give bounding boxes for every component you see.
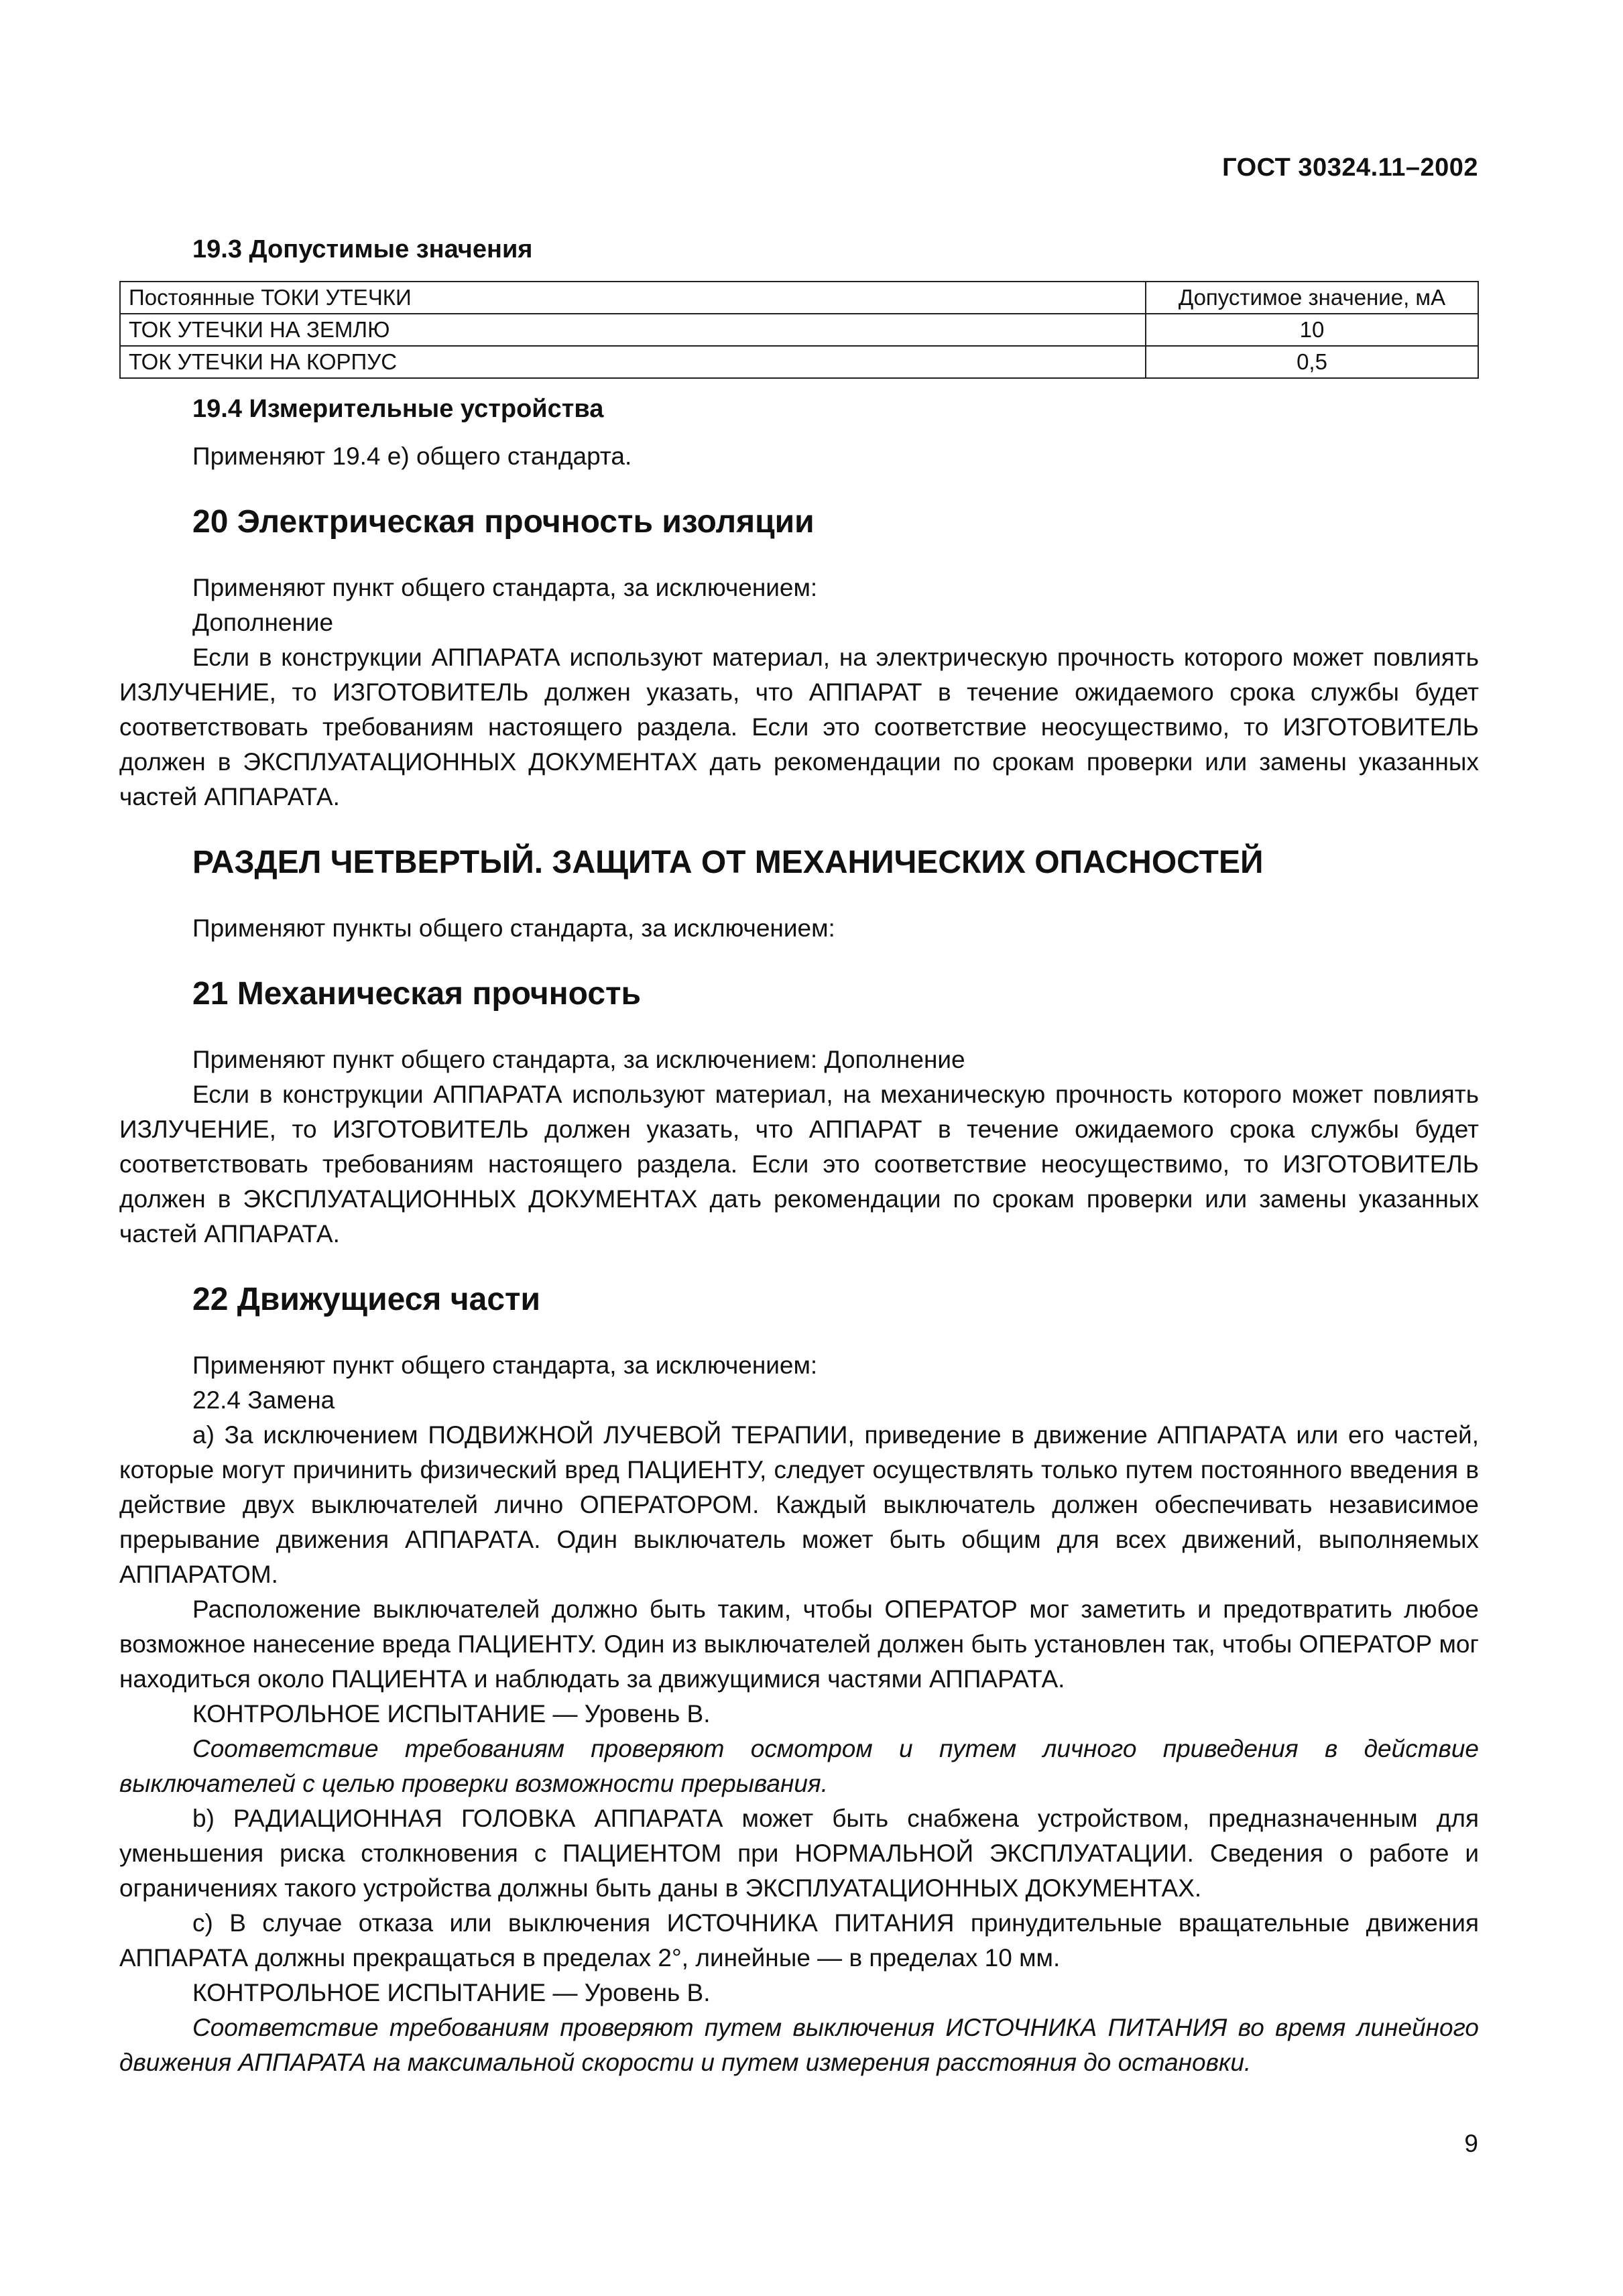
paragraph: КОНТРОЛЬНОЕ ИСПЫТАНИЕ — Уровень В. [192, 1979, 711, 2006]
leakage-current-table [119, 281, 1479, 379]
table-row [120, 346, 1478, 378]
section-21-title: 21 Механическая прочность [192, 976, 642, 1012]
document-code: ГОСТ 30324.11–2002 [1222, 154, 1478, 182]
paragraph: Соответствие требованиям проверяют осмотром и путем личного приведения в действие выключателей с целью проверки возможности прерывания. [119, 1735, 1479, 1797]
page-number: 9 [1464, 2130, 1478, 2157]
paragraph: Расположение выключателей должно быть таким, чтобы ОПЕРАТОР мог заметить и предотвратить любое возможное нанесение вреда ПАЦИЕНТУ. Один из выключателей должен быть установлен так, чтобы ОПЕРАТОР мог находиться около ПАЦИЕНТА и наблюдать за движущимися частями АППАРАТА. [119, 1595, 1479, 1693]
paragraph: 22.4 Замена [192, 1386, 335, 1414]
table-cell: ТОК УТЕЧКИ НА ЗЕМЛЮ [120, 314, 1146, 346]
page-content [119, 232, 1479, 2080]
paragraph: Применяют пункт общего стандарта, за исключением: [192, 1351, 818, 1379]
paragraph: с) В случае отказа или выключения ИСТОЧНИКА ПИТАНИЯ принудительные вращательные движения АППАРАТА должны прекращаться в пределах 2°, линейные — в пределах 10 мм. [119, 1909, 1479, 1972]
paragraph: Применяют 19.4 е) общего стандарта. [192, 442, 632, 470]
table-cell: 10 [1146, 314, 1478, 346]
table-header-cell: Постоянные ТОКИ УТЕЧКИ [120, 282, 1146, 314]
table-cell: 0,5 [1146, 346, 1478, 378]
section-19-3-title: 19.3 Допустимые значения [192, 235, 533, 263]
paragraph: Дополнение [192, 609, 334, 636]
paragraph: b) РАДИАЦИОННАЯ ГОЛОВКА АППАРАТА может быть снабжена устройством, предназначенным для уменьшения риска столкновения с ПАЦИЕНТОМ при НОРМАЛЬНОЙ ЭКСПЛУАТАЦИИ. Сведения о работе и ограничениях такого устройства должны быть даны в ЭКСПЛУАТАЦИОННЫХ ДОКУМЕНТАХ. [119, 1805, 1479, 1902]
table-row [120, 314, 1478, 346]
paragraph: Применяют пункты общего стандарта, за исключением: [192, 914, 835, 942]
section-19-4-title: 19.4 Измерительные устройства [192, 395, 604, 423]
table-header-row [120, 282, 1478, 314]
paragraph: КОНТРОЛЬНОЕ ИСПЫТАНИЕ — Уровень В. [192, 1700, 711, 1728]
paragraph: Если в конструкции АППАРАТА используют материал, на электрическую прочность которого может повлиять ИЗЛУЧЕНИЕ, то ИЗГОТОВИТЕЛЬ должен указать, что АППАРАТ в течение ожидаемого срока службы будет соответствовать требованиям настоящего раздела. Если это соответствие неосуществимо, то ИЗГОТОВИТЕЛЬ должен в ЭКСПЛУАТАЦИОННЫХ ДОКУМЕНТАХ дать рекомендации по срокам проверки или замены указанных частей АППАРАТА. [119, 644, 1479, 810]
paragraph: а) За исключением ПОДВИЖНОЙ ЛУЧЕВОЙ ТЕРАПИИ, приведение в движение АППАРАТА или его частей, которые могут причинить физический вред ПАЦИЕНТУ, следует осуществлять только путем постоянного введения в действие двух выключателей лично ОПЕРАТОРОМ. Каждый выключатель должен обеспечивать независимое прерывание движения АППАРАТА. Один выключатель может быть общим для всех движений, выполняемых АППАРАТОМ. [119, 1421, 1479, 1588]
table-cell: ТОК УТЕЧКИ НА КОРПУС [120, 346, 1146, 378]
paragraph: Применяют пункт общего стандарта, за исключением: [192, 574, 818, 601]
paragraph: Соответствие требованиям проверяют путем выключения ИСТОЧНИКА ПИТАНИЯ во время линейного движения АППАРАТА на максимальной скорости и путем измерения расстояния до остановки. [119, 2014, 1479, 2076]
part-4-title: РАЗДЕЛ ЧЕТВЕРТЫЙ. ЗАЩИТА ОТ МЕХАНИЧЕСКИХ ОПАСНОСТЕЙ [192, 845, 1264, 880]
paragraph: Применяют пункт общего стандарта, за исключением: Дополнение [192, 1046, 965, 1073]
section-22-title: 22 Движущиеся части [192, 1282, 541, 1317]
table-header-cell: Допустимое значение, мА [1146, 282, 1478, 314]
section-20-title: 20 Электрическая прочность изоляции [192, 504, 815, 540]
paragraph: Если в конструкции АППАРАТА используют материал, на механическую прочность которого может повлиять ИЗЛУЧЕНИЕ, то ИЗГОТОВИТЕЛЬ должен указать, что АППАРАТ в течение ожидаемого срока службы будет соответствовать требованиям настоящего раздела. Если это соответствие неосуществимо, то ИЗГОТОВИТЕЛЬ должен в ЭКСПЛУАТАЦИОННЫХ ДОКУМЕНТАХ дать рекомендации по срокам проверки или замены указанных частей АППАРАТА. [119, 1081, 1479, 1248]
